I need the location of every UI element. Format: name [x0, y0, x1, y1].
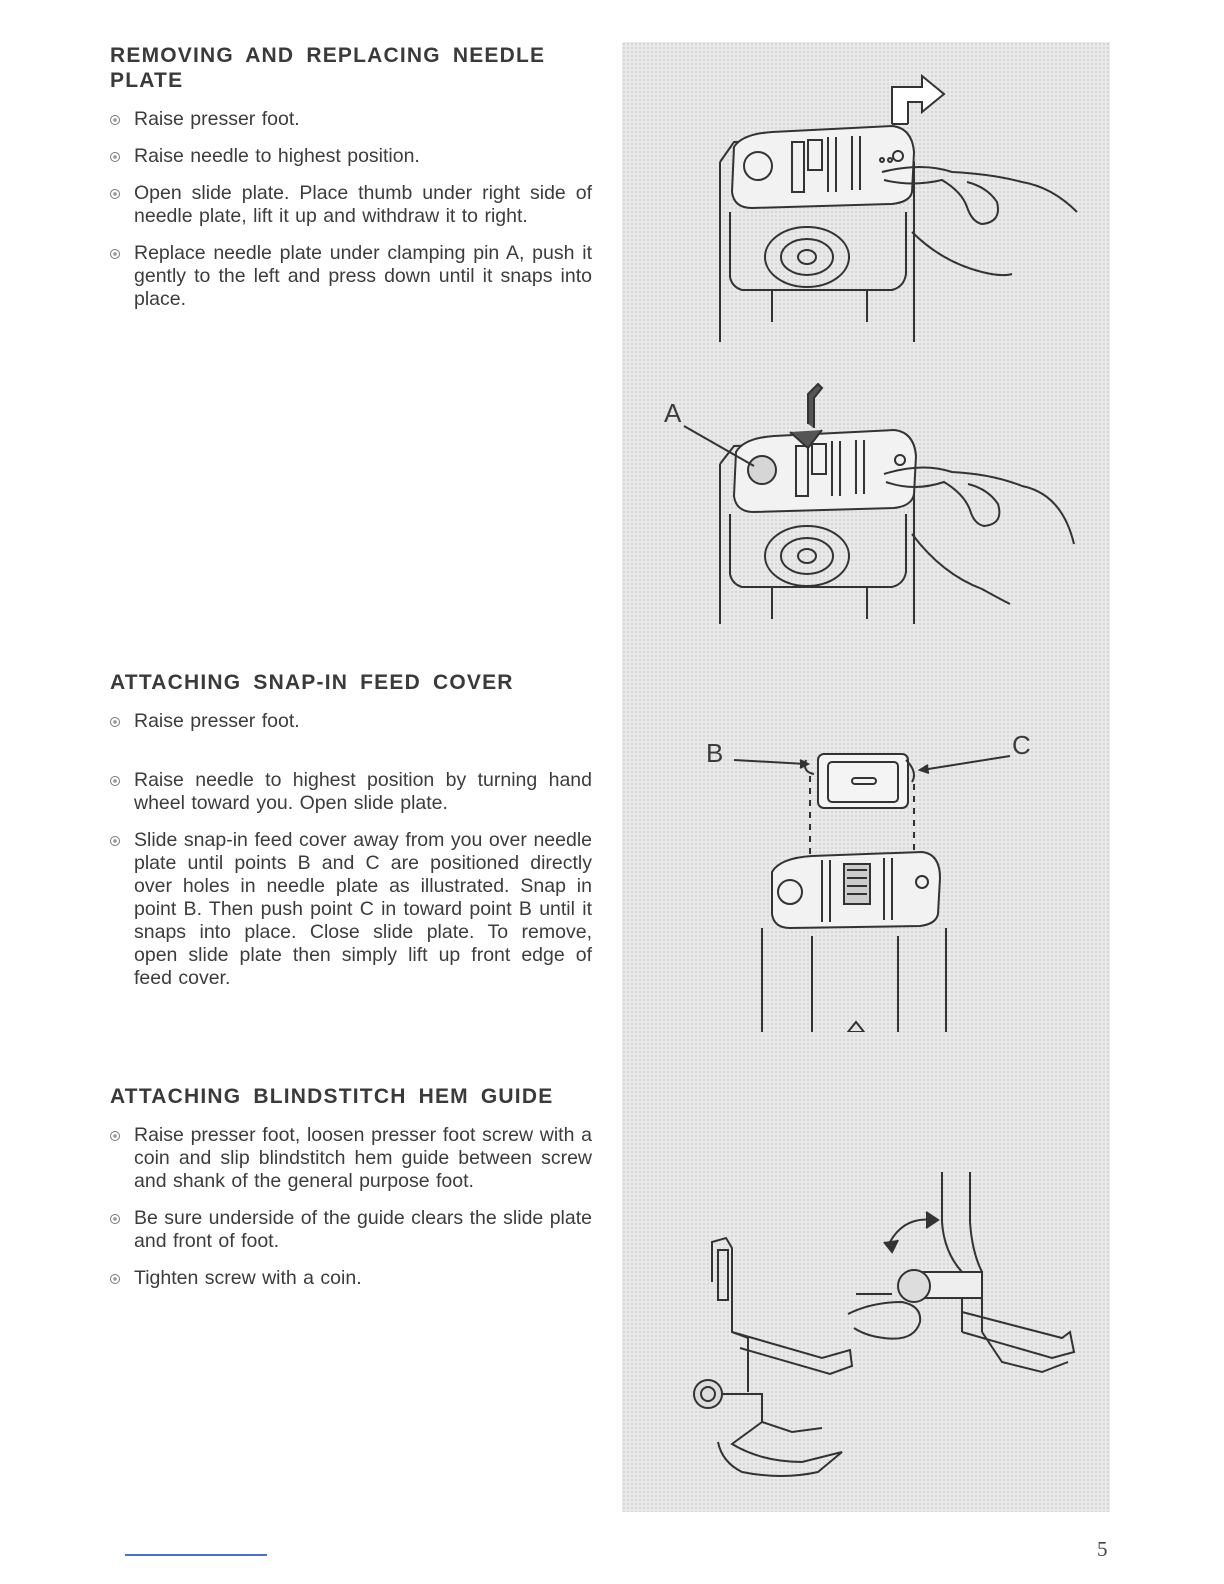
needle-plate-replacement-illustration — [622, 374, 1110, 634]
section-blindstitch-hem-guide — [110, 1084, 592, 1304]
list-item: Tighten screw with a coin. — [110, 1267, 592, 1290]
callout-label-c: C — [1012, 730, 1031, 760]
bullet-icon — [110, 1269, 121, 1280]
instruction-list — [110, 108, 592, 311]
bullet-icon — [110, 110, 121, 121]
list-item: Raise presser foot. — [110, 710, 592, 733]
callout-label-b: B — [706, 738, 724, 768]
bullet-icon — [110, 831, 121, 842]
instruction-list — [110, 1124, 592, 1290]
section-removing-needle-plate — [110, 43, 592, 325]
bullet-icon — [110, 771, 121, 782]
figure-blindstitch-hem-guide — [622, 1162, 1110, 1492]
figure-replace-needle-plate — [622, 374, 1110, 634]
feed-cover-illustration — [622, 732, 1110, 1032]
list-item: Raise needle to highest position by turning hand wheel toward you. Open slide plate. — [110, 769, 592, 815]
bullet-icon — [110, 712, 121, 723]
bullet-icon — [110, 1209, 121, 1220]
needle-plate-removal-illustration — [622, 62, 1110, 362]
callout-label-a: A — [664, 398, 682, 428]
list-item: Raise presser foot. — [110, 108, 592, 131]
list-item: Slide snap-in feed cover away from you over needle plate until points B and C are positioned directly over holes in needle plate as illustrated. Snap in point B. Then push point C in toward point B until it snaps into place. Close slide plate. To remove, open slide plate then simply lift up front edge of feed cover. — [110, 829, 592, 990]
list-item: Raise needle to highest position. — [110, 145, 592, 168]
section-snap-in-feed-cover — [110, 670, 592, 1004]
list-item: Open slide plate. Place thumb under right side of needle plate, lift it up and withdraw it to right. — [110, 182, 592, 228]
bullet-icon — [110, 147, 121, 158]
section-heading: ATTACHING SNAP-IN FEED COVER — [110, 671, 514, 694]
list-item: Replace needle plate under clamping pin A, push it gently to the left and press down until it snaps into place. — [110, 242, 592, 311]
bullet-icon — [110, 1126, 121, 1137]
instruction-list — [110, 710, 592, 990]
list-item: Raise presser foot, loosen presser foot screw with a coin and slip blindstitch hem guide between screw and shank of the general purpose foot. — [110, 1124, 592, 1193]
footer-underline — [125, 1554, 267, 1556]
figure-withdraw-needle-plate — [622, 62, 1110, 362]
bullet-icon — [110, 184, 121, 195]
page-number: 5 — [1097, 1537, 1108, 1561]
bullet-icon — [110, 244, 121, 255]
section-heading: ATTACHING BLINDSTITCH HEM GUIDE — [110, 1085, 554, 1108]
hem-guide-illustration — [622, 1162, 1110, 1492]
illustration-panel — [622, 42, 1110, 1512]
figure-snap-in-feed-cover — [622, 732, 1110, 1032]
list-item: Be sure underside of the guide clears the slide plate and front of foot. — [110, 1207, 592, 1253]
section-heading: REMOVING AND REPLACING NEEDLE PLATE — [110, 44, 546, 92]
